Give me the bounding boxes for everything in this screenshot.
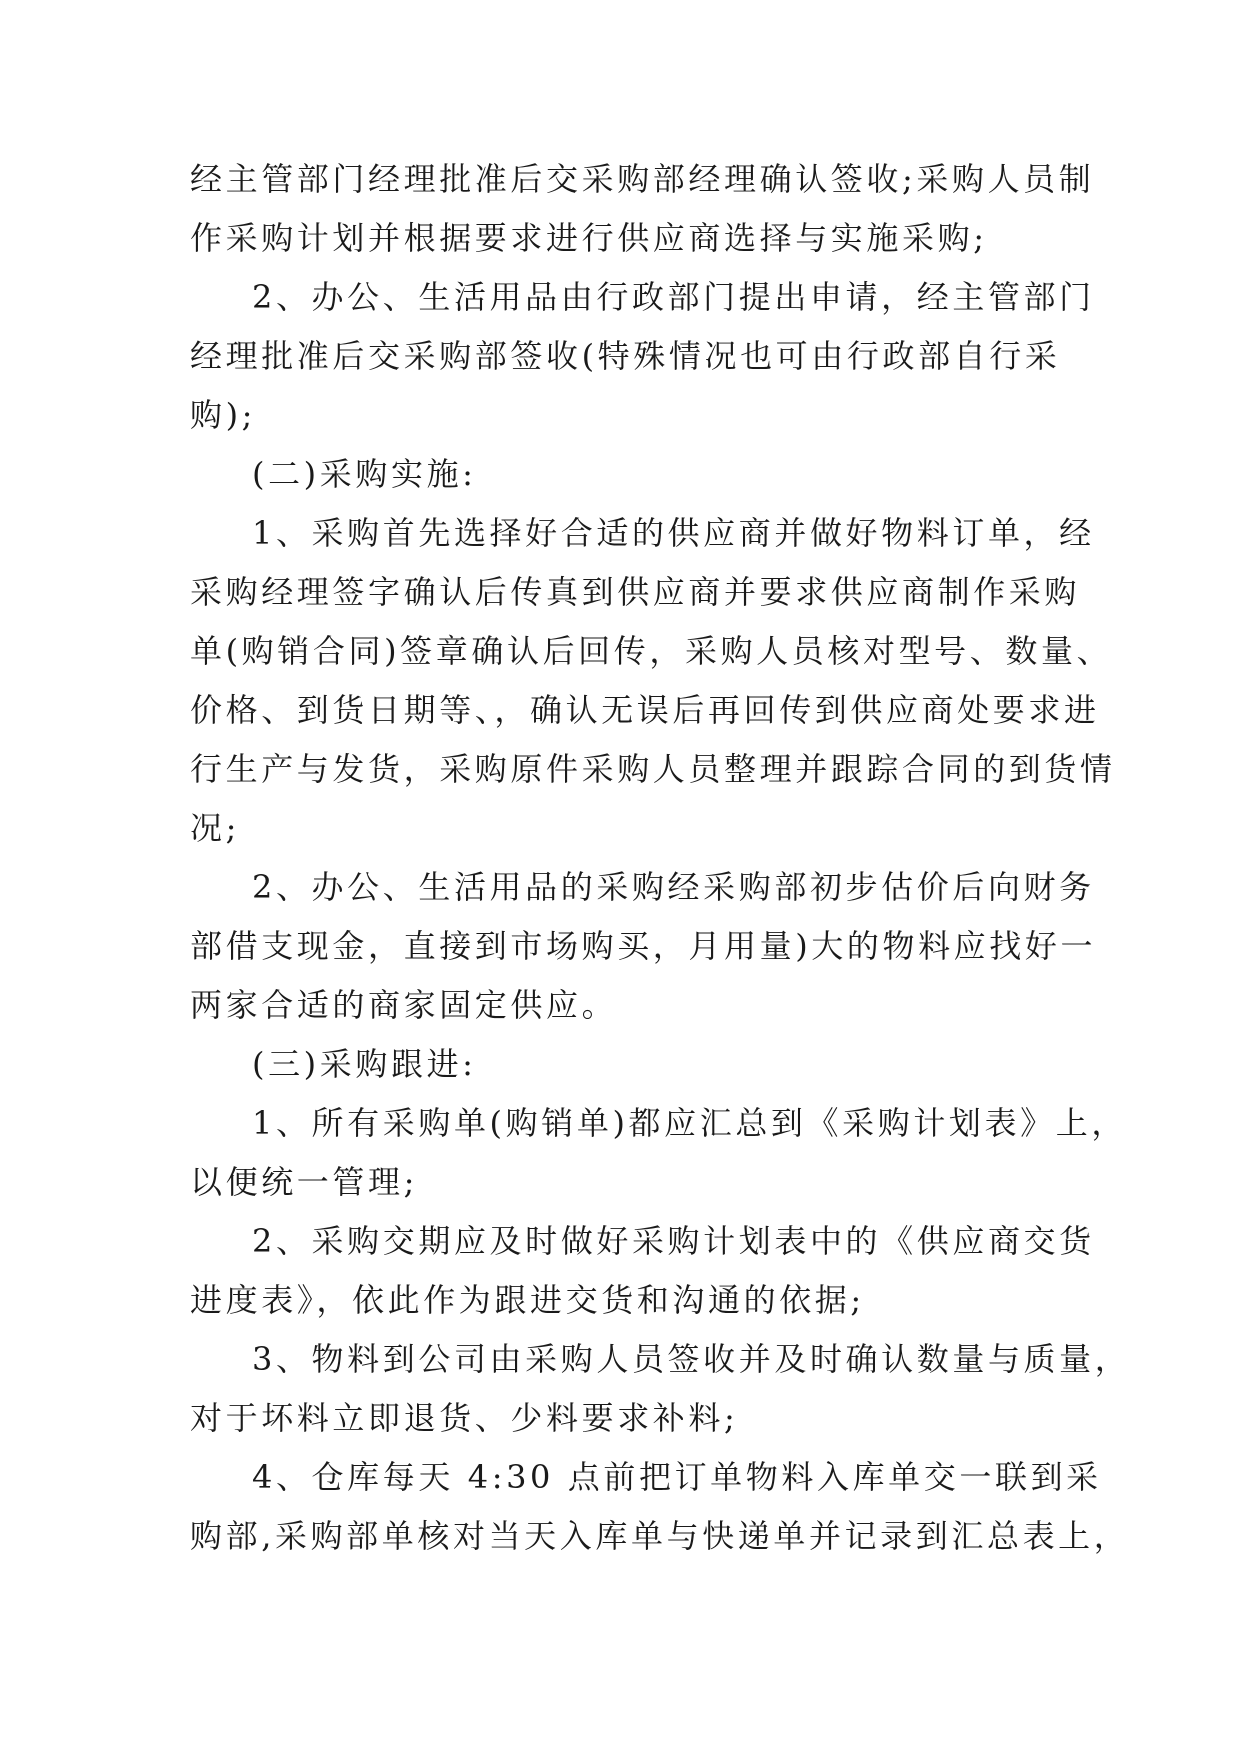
text-line: 行生产与发货，采购原件采购人员整理并跟踪合同的到货情 [190,750,1116,788]
text-line: 对于坏料立即退货、少料要求补料; [190,1399,739,1437]
text-line: 作采购计划并根据要求进行供应商选择与实施采购; [190,219,988,257]
document-page [190,150,1131,1566]
text-line: 购部,采购部单核对当天入库单与快递单并记录到汇总表上， [190,1517,1130,1555]
text-line: 况; [190,809,240,847]
text-line: 采购经理签字确认后传真到供应商并要求供应商制作采购 [190,573,1081,611]
text-line: 2、办公、生活用品的采购经采购部初步估价后向财务 [252,868,1095,906]
text-line: 4、仓库每天 4:30 点前把订单物料入库单交一联到采 [252,1458,1102,1496]
text-line: 购); [190,396,257,434]
text-line: 以便统一管理; [190,1163,418,1201]
text-line: 1、所有采购单(购销单)都应汇总到《采购计划表》上， [252,1104,1127,1142]
section-heading: (三)采购跟进: [252,1045,477,1083]
text-line: 单(购销合同)签章确认后回传，采购人员核对型号、数量、 [190,632,1113,670]
text-line: 两家合适的商家固定供应。 [190,986,618,1024]
text-line: 进度表》，依此作为跟进交货和沟通的依据; [190,1281,865,1319]
text-line: 1、采购首先选择好合适的供应商并做好物料订单，经 [252,514,1095,552]
text-line: 部借支现金，直接到市场购买，月用量)大的物料应找好一 [190,927,1097,965]
text-line: 经主管部门经理批准后交采购部经理确认签收;采购人员制 [190,160,1095,198]
text-line: 3、物料到公司由采购人员签收并及时确认数量与质量， [252,1340,1131,1378]
text-line: 经理批准后交采购部签收(特殊情况也可由行政部自行采 [190,337,1061,375]
text-line: 2、办公、生活用品由行政部门提出申请，经主管部门 [252,278,1095,316]
section-heading: (二)采购实施: [252,455,477,493]
text-line: 价格、到货日期等、，确认无误后再回传到供应商处要求进 [190,691,1100,729]
text-line: 2、采购交期应及时做好采购计划表中的《供应商交货 [252,1222,1095,1260]
